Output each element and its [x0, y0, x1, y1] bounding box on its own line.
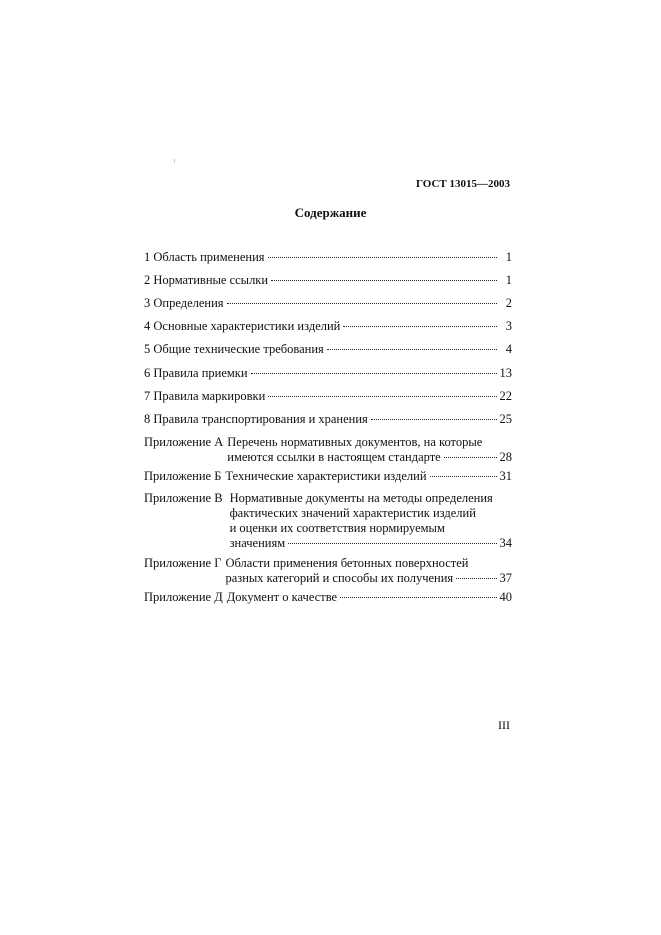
dot-leader [288, 543, 496, 544]
dot-leader [343, 326, 497, 327]
appendix-label: Приложение В [144, 491, 223, 505]
toc-entry-page: 31 [499, 469, 512, 483]
toc-entry-label: 2 Нормативные ссылки [144, 273, 269, 287]
toc-entry-5[interactable] [144, 342, 512, 357]
toc-entry-page: 40 [499, 590, 512, 604]
toc-entry-page: 1 [505, 273, 512, 287]
toc-entry-2[interactable] [144, 273, 512, 288]
appendix-label: Приложение А [144, 435, 224, 449]
toc-entry-label: 4 Основные характеристики изделий [144, 319, 341, 333]
toc-entry-8[interactable] [144, 412, 512, 427]
toc-appendix-b[interactable] [144, 469, 512, 484]
page-title: Содержание [294, 205, 367, 220]
appendix-label: Приложение Г [144, 556, 222, 570]
toc-entry-1[interactable] [144, 250, 512, 265]
toc-entry-page: 13 [499, 366, 512, 380]
toc-entry-6[interactable] [144, 366, 512, 381]
toc-entry-label: 7 Правила маркировки [144, 389, 266, 403]
toc-entry-page: 34 [499, 536, 512, 550]
dot-leader [251, 373, 497, 374]
appendix-label: Приложение Б [144, 469, 222, 483]
dot-leader [444, 457, 497, 458]
appendix-title-line: разных категорий и способы их получения [225, 571, 454, 585]
toc-entry-4[interactable] [144, 319, 512, 334]
toc-entry-page: 1 [505, 250, 512, 264]
dot-leader [327, 349, 497, 350]
appendix-title-line: фактических значений характеристик изделий [229, 506, 476, 520]
toc-entry-label: 8 Правила транспортирования и хранения [144, 412, 368, 426]
toc-entry-label: 5 Общие технические требования [144, 342, 324, 356]
toc-entry-3[interactable] [144, 296, 512, 311]
toc-entry-page: 2 [505, 296, 512, 310]
toc-entry-page: 3 [505, 319, 512, 333]
appendix-title-line: Документ о качестве [226, 590, 338, 604]
dot-leader [430, 476, 497, 477]
toc-appendix-v[interactable] [144, 491, 512, 551]
toc-entry-page: 25 [499, 412, 512, 426]
toc-entry-7[interactable] [144, 389, 512, 404]
toc-appendix-a[interactable] [144, 435, 512, 465]
toc-entry-page: 4 [505, 342, 512, 356]
toc-entry-label: 3 Определения [144, 296, 224, 310]
document-code: ГОСТ 13015—2003 [416, 178, 510, 190]
appendix-title-line: и оценки их соответствия нормируемым [229, 521, 445, 535]
toc-appendix-d[interactable] [144, 590, 512, 605]
dot-leader [268, 257, 497, 258]
dot-leader [268, 396, 496, 397]
dot-leader [227, 303, 497, 304]
appendix-title-line: Области применения бетонных поверхностей [225, 556, 469, 570]
appendix-title-line: Технические характеристики изделий [225, 469, 427, 483]
toc-entry-label: 6 Правила приемки [144, 366, 248, 380]
appendix-label: Приложение Д [144, 590, 223, 604]
appendix-title-line: имеются ссылки в настоящем стандарте [227, 450, 441, 464]
toc-entry-label: 1 Область применения [144, 250, 265, 264]
dot-leader [371, 419, 497, 420]
appendix-title-line: Нормативные документы на методы определения [229, 491, 493, 505]
toc-entry-page: 28 [499, 450, 512, 464]
dot-leader [271, 280, 497, 281]
dot-leader [340, 597, 496, 598]
appendix-title-line: значениям [229, 536, 286, 550]
toc-entry-page: 22 [499, 389, 512, 403]
toc-appendix-g[interactable] [144, 556, 512, 586]
appendix-title-line: Перечень нормативных документов, на которые [227, 435, 483, 449]
page-number: III [498, 718, 510, 732]
scan-mark [174, 159, 175, 163]
dot-leader [456, 578, 496, 579]
toc-entry-page: 37 [499, 571, 512, 585]
